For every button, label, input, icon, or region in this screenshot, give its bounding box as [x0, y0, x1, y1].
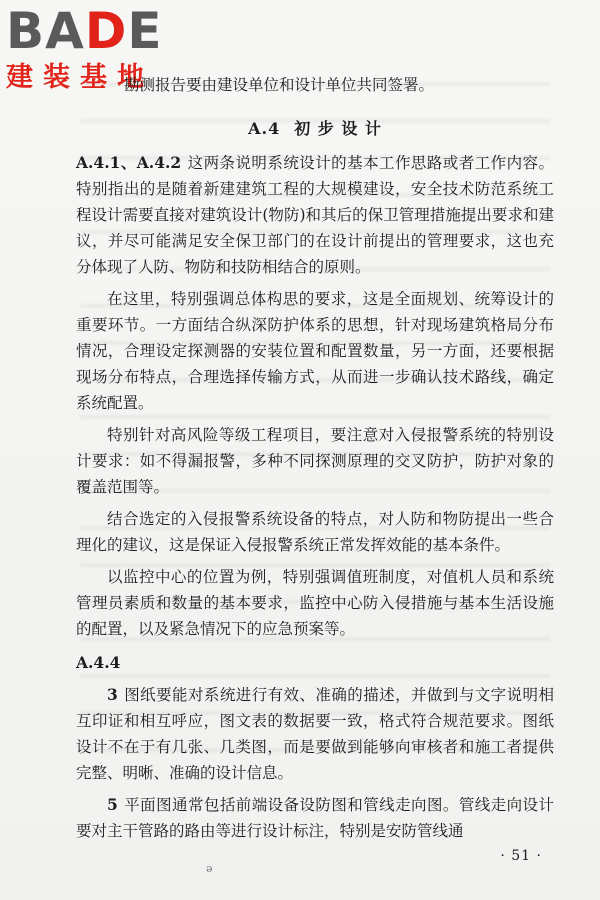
paragraph: 结合选定的入侵报警系统设备的特点，对人防和物防提出一些合理化的建议，这是保证入侵报警系统正常发挥效能的基本条件。: [76, 510, 554, 554]
section-title: 初 步 设 计: [294, 119, 382, 138]
logo-subtitle: 建装基地: [6, 62, 154, 93]
item-text: 图纸要能对系统进行有效、准确的描述，并做到与文字说明相互印证和相互呼应，图文表的数据要一致，格式符合规范要求。图纸设计不在于有几张、几类图，而是要做到能够向审核者和施工者提供完整、明晰、准确的设计信息。: [76, 686, 554, 782]
paragraph-text: 这两条说明系统设计的基本工作思路或者工作内容。特别指出的是随着新建建筑工程的大规模建设，安全技术防范系统工程设计需要直接对建筑设计(物防)和其后的保卫管理措施提出要求和建议，并尽可能满足安全保卫部门的在设计前提出的管理要求，这也充分体现了人防、物防和技防相结合的原则。: [76, 154, 554, 276]
clause-heading: A.4.4: [76, 653, 121, 672]
continued-line: 勘测报告要由建设单位和设计单位共同签署。: [124, 76, 435, 94]
logo-brand: [6, 2, 186, 60]
paragraph: [76, 150, 554, 280]
paragraph: 在这里，特别强调总体构思的要求，这是全面规划、统筹设计的重要环节。一方面结合纵深防护体系的思想，针对现场建筑格局分布情况，合理设定探测器的安装位置和配置数量，另一方面，还要根据现场分布特点，合理选择传输方式，从而进一步确认技术路线，确定系统配置。: [76, 290, 554, 412]
clause-ref: A.4.1、A.4.2: [76, 153, 182, 172]
item-number: 3: [107, 685, 118, 704]
bottom-mark: ə: [206, 862, 213, 875]
page-number: · 51 ·: [500, 848, 542, 864]
section-number: A.4: [248, 119, 281, 138]
list-item: [76, 792, 554, 844]
list-item: [76, 682, 554, 786]
logo-brand-right: E: [127, 2, 163, 60]
paragraph: 特别针对高风险等级工程项目，要注意对入侵报警系统的特别设计要求：如不得漏报警，多种不同探测原理的交叉防护，防护对象的覆盖范围等。: [76, 426, 554, 496]
page-content: [76, 72, 554, 850]
paragraph: 以监控中心的位置为例，特别强调值班制度，对值机人员和系统管理员素质和数量的基本要求，监控中心防入侵措施与基本生活设施的配置，以及紧急情况下的应急预案等。: [76, 568, 554, 638]
item-text: 平面图通常包括前端设备设防图和管线走向图。管线走向设计要对主干管路的路由等进行设计标注，特别是安防管线通: [76, 796, 554, 840]
item-number: 5: [107, 795, 118, 814]
logo-brand-accent: D: [84, 2, 128, 60]
logo-brand-left: BA: [6, 2, 85, 60]
section-heading: [76, 116, 554, 142]
